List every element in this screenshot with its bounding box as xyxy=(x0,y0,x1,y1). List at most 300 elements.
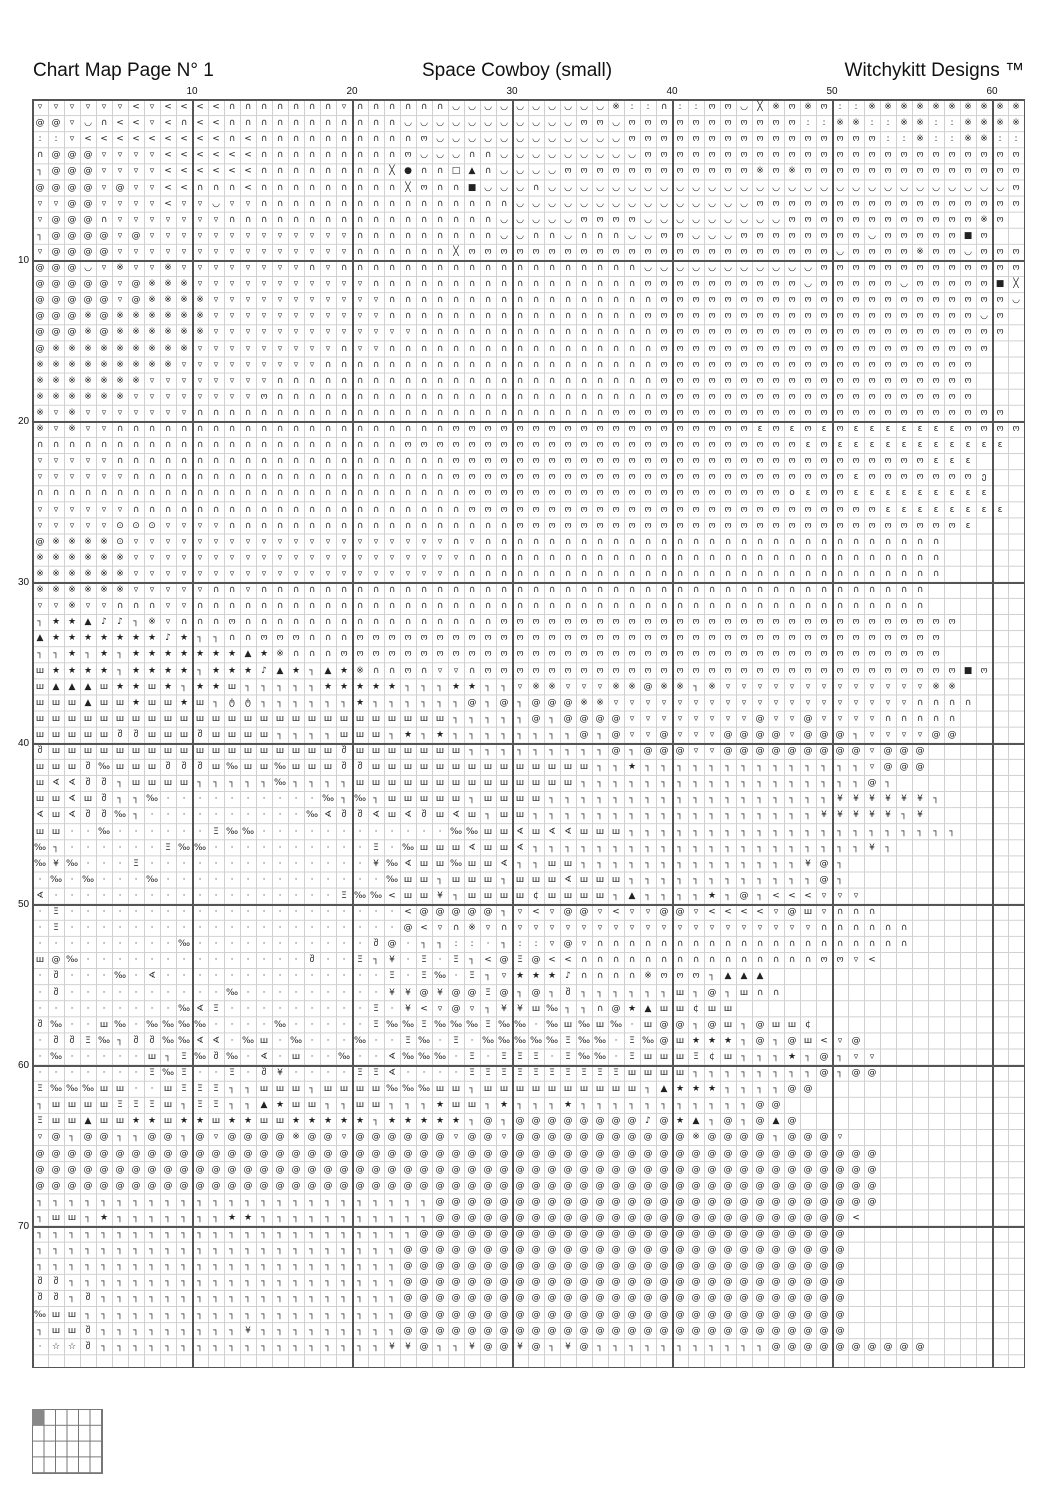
stitch-symbol: @ xyxy=(83,166,93,177)
stitch-symbol: ◡ xyxy=(84,118,92,129)
stitch-symbol: ┐ xyxy=(693,874,699,885)
stitch-symbol: ★ xyxy=(515,971,525,982)
stitch-symbol: შ xyxy=(133,1035,139,1046)
stitch-symbol: ▿ xyxy=(101,198,107,209)
stitch-symbol: ★ xyxy=(339,681,349,692)
stitch-symbol: ∩ xyxy=(388,617,396,628)
stitch-symbol: ო xyxy=(708,440,716,451)
stitch-symbol: ∩ xyxy=(660,552,668,563)
stitch-symbol: @ xyxy=(739,1325,749,1336)
row-number: 10 xyxy=(18,255,30,266)
stitch-symbol: ш xyxy=(99,681,109,692)
stitch-symbol: ш xyxy=(243,762,253,773)
stitch-symbol: ┐ xyxy=(117,1293,123,1304)
stitch-symbol: ◡ xyxy=(452,134,460,145)
stitch-symbol: ┐ xyxy=(789,794,795,805)
stitch-symbol: @ xyxy=(851,1035,861,1046)
stitch-symbol: ※ xyxy=(644,971,652,982)
stitch-symbol: ◡ xyxy=(804,263,812,273)
stitch-symbol: · xyxy=(102,874,106,885)
stitch-symbol: ∩ xyxy=(932,697,940,708)
stitch-symbol: ★ xyxy=(131,681,141,692)
stitch-symbol: ▲ xyxy=(84,1116,92,1127)
stitch-symbol: ∩ xyxy=(612,939,620,950)
stitch-symbol: ┐ xyxy=(581,842,587,853)
stitch-symbol: ∩ xyxy=(452,536,460,547)
stitch-symbol: ▿ xyxy=(741,681,747,692)
stitch-symbol: ▿ xyxy=(453,665,459,676)
stitch-symbol: ┐ xyxy=(245,1309,251,1320)
stitch-symbol: @ xyxy=(867,1068,877,1078)
stitch-symbol: ო xyxy=(708,520,716,531)
stitch-symbol: ▿ xyxy=(53,407,59,418)
stitch-symbol: · xyxy=(166,971,170,982)
stitch-symbol: ო xyxy=(596,118,604,129)
stitch-symbol: ∩ xyxy=(452,279,460,290)
stitch-symbol: ო xyxy=(580,424,588,434)
stitch-symbol: ┐ xyxy=(677,794,683,805)
stitch-symbol: ¥ xyxy=(405,1003,411,1014)
stitch-symbol: ▿ xyxy=(853,681,859,692)
stitch-symbol: @ xyxy=(451,1277,461,1288)
stitch-symbol: ო xyxy=(340,649,348,660)
stitch-symbol: ┐ xyxy=(837,858,843,869)
stitch-symbol: @ xyxy=(803,1084,813,1095)
stitch-symbol: · xyxy=(342,1068,346,1078)
stitch-symbol: < xyxy=(100,134,108,145)
stitch-symbol: ო xyxy=(676,971,684,982)
stitch-symbol: @ xyxy=(611,1277,621,1288)
stitch-symbol: ∩ xyxy=(276,375,284,386)
stitch-symbol: ┐ xyxy=(645,1084,651,1095)
stitch-symbol: ∩ xyxy=(452,198,460,209)
stitch-symbol: ┐ xyxy=(277,1325,283,1336)
stitch-symbol: ◡ xyxy=(548,118,556,129)
stitch-symbol: ┐ xyxy=(533,810,539,821)
stitch-symbol: @ xyxy=(563,697,573,708)
stitch-symbol: ※ xyxy=(100,552,108,563)
stitch-symbol: ∩ xyxy=(260,182,268,193)
stitch-symbol: ∩ xyxy=(260,585,268,595)
stitch-symbol: ┐ xyxy=(629,746,635,756)
stitch-symbol: ▿ xyxy=(805,697,811,708)
stitch-symbol: ო xyxy=(660,150,668,161)
stitch-symbol: ш xyxy=(83,1100,93,1111)
stitch-symbol: · xyxy=(70,907,74,917)
stitch-symbol: ◡ xyxy=(836,182,844,193)
stitch-symbol: ш xyxy=(147,697,157,708)
stitch-symbol: ш xyxy=(227,746,237,756)
stitch-symbol: · xyxy=(118,826,122,837)
stitch-symbol: @ xyxy=(83,1164,93,1175)
stitch-symbol: ▿ xyxy=(133,391,139,402)
stitch-symbol: ‰ xyxy=(193,1051,207,1062)
stitch-symbol: · xyxy=(70,874,74,885)
stitch-symbol: ▿ xyxy=(309,295,315,306)
stitch-symbol: ▿ xyxy=(277,359,283,370)
stitch-symbol: @ xyxy=(531,1229,541,1239)
stitch-symbol: ∩ xyxy=(196,617,204,628)
stitch-symbol: ┐ xyxy=(805,810,811,821)
stitch-symbol: ┐ xyxy=(773,1068,779,1078)
stitch-symbol: ш xyxy=(163,1100,173,1111)
stitch-symbol: ▿ xyxy=(181,536,187,547)
stitch-symbol: @ xyxy=(787,1212,797,1223)
stitch-symbol: ⊙ xyxy=(116,536,124,547)
stitch-symbol: ∩ xyxy=(436,456,444,467)
stitch-symbol: · xyxy=(230,842,234,853)
stitch-symbol: ▿ xyxy=(581,923,587,934)
stitch-symbol: @ xyxy=(35,327,45,338)
stitch-symbol: @ xyxy=(515,1148,525,1159)
stitch-symbol: ▿ xyxy=(341,552,347,563)
stitch-symbol: ო xyxy=(548,649,556,660)
stitch-symbol: ∩ xyxy=(388,456,396,467)
stitch-symbol: ∩ xyxy=(468,279,476,290)
stitch-symbol: · xyxy=(278,890,282,901)
stitch-symbol: ∩ xyxy=(708,601,716,612)
stitch-symbol: ┐ xyxy=(773,842,779,853)
stitch-symbol: ∩ xyxy=(324,504,332,515)
stitch-symbol: @ xyxy=(403,1180,413,1191)
stitch-symbol: · xyxy=(102,955,106,966)
stitch-symbol: ш xyxy=(451,778,461,789)
stitch-symbol: ∩ xyxy=(260,488,268,499)
stitch-symbol: ო xyxy=(868,246,876,257)
stitch-symbol: ┐ xyxy=(661,1100,667,1111)
stitch-symbol: ш xyxy=(275,1116,285,1127)
stitch-symbol: ∩ xyxy=(548,327,556,338)
stitch-symbol: ∩ xyxy=(276,520,284,531)
stitch-symbol: ┐ xyxy=(661,826,667,837)
stitch-symbol: ∩ xyxy=(692,585,700,595)
stitch-symbol: ш xyxy=(483,874,493,885)
stitch-symbol: @ xyxy=(755,1100,765,1111)
stitch-symbol: ┐ xyxy=(197,1341,203,1352)
stitch-symbol: ‰ xyxy=(353,1035,367,1046)
stitch-symbol: ¥ xyxy=(869,794,875,805)
stitch-symbol: ∩ xyxy=(356,488,364,499)
stitch-symbol: ┐ xyxy=(277,1341,283,1352)
stitch-symbol: ∩ xyxy=(132,424,140,434)
stitch-symbol: @ xyxy=(819,1051,829,1062)
stitch-symbol: · xyxy=(38,1341,42,1352)
stitch-symbol: ო xyxy=(916,295,924,306)
stitch-symbol: ¥ xyxy=(389,1341,395,1352)
stitch-symbol: · xyxy=(54,1068,58,1078)
stitch-symbol: ∩ xyxy=(900,552,908,563)
stitch-symbol: ¥ xyxy=(885,810,891,821)
stitch-symbol: ო xyxy=(724,488,732,499)
stitch-symbol: @ xyxy=(739,1212,749,1223)
stitch-symbol: ★ xyxy=(371,681,381,692)
stitch-symbol: ◡ xyxy=(596,182,604,193)
stitch-symbol: ∩ xyxy=(308,407,316,418)
stitch-symbol: ε xyxy=(949,456,955,467)
stitch-symbol: Ξ xyxy=(373,1019,379,1030)
stitch-symbol: ▿ xyxy=(437,923,443,934)
stitch-symbol: ┐ xyxy=(629,842,635,853)
stitch-symbol: · xyxy=(70,987,74,998)
stitch-symbol: ★ xyxy=(147,633,157,644)
stitch-symbol: ┐ xyxy=(261,778,267,789)
stitch-symbol: ∩ xyxy=(356,198,364,209)
stitch-symbol: @ xyxy=(835,729,845,740)
stitch-symbol: ▿ xyxy=(309,279,315,290)
stitch-symbol: ◡ xyxy=(548,182,556,193)
stitch-symbol: ※ xyxy=(612,681,620,692)
stitch-symbol: ∩ xyxy=(356,118,364,129)
stitch-symbol: @ xyxy=(867,1341,877,1352)
stitch-symbol: ★ xyxy=(323,1116,333,1127)
stitch-symbol: ┐ xyxy=(165,1293,171,1304)
stitch-symbol: @ xyxy=(99,1132,109,1143)
stitch-symbol: ┐ xyxy=(357,1341,363,1352)
stitch-symbol: ო xyxy=(740,617,748,628)
stitch-symbol: ┐ xyxy=(789,826,795,837)
stitch-symbol: @ xyxy=(451,1003,461,1014)
stitch-symbol: @ xyxy=(707,1019,717,1030)
stitch-symbol: ‰ xyxy=(577,1019,591,1030)
stitch-symbol: ε xyxy=(917,504,923,515)
stitch-symbol: ▿ xyxy=(325,568,331,579)
stitch-symbol: ┐ xyxy=(741,1068,747,1078)
stitch-symbol: ∩ xyxy=(580,552,588,563)
stitch-symbol: ※ xyxy=(132,343,140,354)
stitch-symbol: @ xyxy=(803,1164,813,1175)
stitch-symbol: < xyxy=(164,118,172,129)
stitch-symbol: ∩ xyxy=(388,263,396,273)
stitch-symbol: < xyxy=(196,150,204,161)
stitch-symbol: @ xyxy=(67,279,77,290)
stitch-symbol: ┐ xyxy=(805,826,811,837)
stitch-symbol: ε xyxy=(789,424,795,434)
stitch-symbol: ┐ xyxy=(469,729,475,740)
stitch-symbol: ∩ xyxy=(388,214,396,225)
stitch-symbol: ★ xyxy=(675,1116,685,1127)
stitch-symbol: < xyxy=(820,1035,828,1046)
stitch-symbol: ო xyxy=(644,504,652,515)
stitch-symbol: ε xyxy=(933,504,939,515)
stitch-symbol: ┐ xyxy=(837,874,843,885)
stitch-symbol: ◡ xyxy=(772,182,780,193)
stitch-symbol: ო xyxy=(580,520,588,531)
stitch-symbol: · xyxy=(486,1051,490,1062)
stitch-symbol: · xyxy=(102,939,106,950)
stitch-symbol: · xyxy=(86,955,90,966)
stitch-symbol: @ xyxy=(771,1180,781,1191)
stitch-symbol: ∩ xyxy=(516,568,524,579)
stitch-symbol: ო xyxy=(836,504,844,515)
stitch-symbol: Ξ xyxy=(373,842,379,853)
stitch-symbol: შ xyxy=(53,1277,59,1288)
stitch-symbol: @ xyxy=(739,729,749,740)
stitch-symbol: ო xyxy=(932,617,940,628)
stitch-symbol: · xyxy=(230,794,234,805)
stitch-symbol: ┐ xyxy=(117,665,123,676)
stitch-symbol: ★ xyxy=(51,665,61,676)
stitch-symbol: < xyxy=(612,907,620,917)
stitch-symbol: ო xyxy=(804,246,812,257)
stitch-symbol: @ xyxy=(419,1132,429,1143)
stitch-symbol: ო xyxy=(788,134,796,145)
stitch-symbol: · xyxy=(150,842,154,853)
stitch-symbol: ┐ xyxy=(581,778,587,789)
stitch-symbol: ო xyxy=(932,246,940,257)
stitch-symbol: ∩ xyxy=(132,488,140,499)
stitch-symbol: ∩ xyxy=(324,601,332,612)
stitch-symbol: · xyxy=(310,794,314,805)
stitch-symbol: ▿ xyxy=(293,327,299,338)
stitch-symbol: ∩ xyxy=(356,375,364,386)
stitch-symbol: ┐ xyxy=(389,1100,395,1111)
stitch-symbol: ო xyxy=(932,230,940,241)
stitch-symbol: ◡ xyxy=(772,263,780,273)
stitch-symbol: ∩ xyxy=(900,923,908,934)
stitch-symbol: ო xyxy=(868,407,876,418)
stitch-symbol: ※ xyxy=(1012,102,1020,112)
stitch-symbol: ◡ xyxy=(628,198,636,209)
stitch-symbol: ★ xyxy=(499,1100,509,1111)
stitch-symbol: ▿ xyxy=(261,246,267,257)
stitch-symbol: · xyxy=(246,794,250,805)
stitch-symbol: ┐ xyxy=(309,1325,315,1336)
stitch-symbol: ო xyxy=(756,617,764,628)
stitch-symbol: ┐ xyxy=(165,1229,171,1239)
stitch-symbol: Ξ xyxy=(149,1100,155,1111)
stitch-symbol: ш xyxy=(579,874,589,885)
stitch-symbol: < xyxy=(212,134,220,145)
stitch-symbol: < xyxy=(212,102,220,112)
stitch-symbol: ▿ xyxy=(181,601,187,612)
stitch-symbol: Ξ xyxy=(613,1068,619,1078)
stitch-symbol: @ xyxy=(419,1341,429,1352)
stitch-symbol: ※ xyxy=(916,246,924,257)
stitch-symbol: ┐ xyxy=(85,1245,91,1256)
stitch-symbol: ∩ xyxy=(388,424,396,434)
stitch-symbol: ┐ xyxy=(165,1341,171,1352)
stitch-symbol: Ξ xyxy=(197,1100,203,1111)
stitch-symbol: ო xyxy=(548,488,556,499)
stitch-symbol: @ xyxy=(451,1212,461,1223)
stitch-symbol: ო xyxy=(948,295,956,306)
stitch-symbol: ▿ xyxy=(357,552,363,563)
stitch-symbol: ▿ xyxy=(293,263,299,273)
stitch-symbol: ∩ xyxy=(356,102,364,112)
stitch-symbol: Ξ xyxy=(213,1084,219,1095)
stitch-symbol: ◡ xyxy=(756,263,764,273)
stitch-symbol: ო xyxy=(1012,150,1020,161)
stitch-symbol: @ xyxy=(563,939,573,950)
stitch-symbol: ┐ xyxy=(533,746,539,756)
stitch-symbol: ┐ xyxy=(693,1341,699,1352)
stitch-symbol: @ xyxy=(707,1245,717,1256)
stitch-symbol: < xyxy=(164,134,172,145)
stitch-symbol: @ xyxy=(51,214,61,225)
stitch-symbol: @ xyxy=(723,1212,733,1223)
stitch-symbol: @ xyxy=(739,1277,749,1288)
stitch-symbol: ‰ xyxy=(97,762,111,773)
stitch-symbol: @ xyxy=(851,746,861,756)
stitch-symbol: ო xyxy=(948,407,956,418)
stitch-symbol: ო xyxy=(676,134,684,145)
stitch-symbol: @ xyxy=(787,1196,797,1207)
stitch-symbol: ш xyxy=(451,842,461,853)
stitch-symbol: ო xyxy=(900,472,908,483)
stitch-symbol: Ξ xyxy=(453,955,459,966)
stitch-symbol: ш xyxy=(307,762,317,773)
stitch-symbol: ‰ xyxy=(113,810,127,821)
stitch-symbol: ∩ xyxy=(564,263,572,273)
stitch-symbol: ■ xyxy=(963,230,973,241)
stitch-symbol: ┐ xyxy=(277,1212,283,1223)
stitch-symbol: ∩ xyxy=(468,263,476,273)
stitch-symbol: ш xyxy=(51,1309,61,1320)
stitch-symbol: ▿ xyxy=(501,971,507,982)
stitch-symbol: ∢ xyxy=(564,826,572,837)
stitch-symbol: ∩ xyxy=(436,520,444,531)
stitch-symbol: ‰ xyxy=(529,1035,543,1046)
stitch-symbol: ┐ xyxy=(581,810,587,821)
stitch-symbol: ▿ xyxy=(581,939,587,950)
stitch-symbol: ▿ xyxy=(181,263,187,273)
stitch-symbol: · xyxy=(326,923,330,934)
stitch-symbol: @ xyxy=(563,1180,573,1191)
stitch-symbol: ∩ xyxy=(468,150,476,161)
stitch-symbol: ш xyxy=(323,713,333,724)
stitch-symbol: ო xyxy=(644,633,652,644)
stitch-symbol: @ xyxy=(243,1148,253,1159)
stitch-symbol: · xyxy=(118,1068,122,1078)
stitch-symbol: ┐ xyxy=(165,1325,171,1336)
stitch-symbol: ო xyxy=(756,311,764,322)
stitch-symbol: @ xyxy=(99,1180,109,1191)
stitch-symbol: ▿ xyxy=(149,150,155,161)
stitch-symbol: ш xyxy=(467,762,477,773)
stitch-symbol: ო xyxy=(756,504,764,515)
stitch-symbol: ◡ xyxy=(564,214,572,225)
stitch-symbol: ※ xyxy=(148,343,156,354)
stitch-symbol: · xyxy=(278,874,282,885)
column-number: 10 xyxy=(186,86,198,97)
stitch-symbol: ┐ xyxy=(69,1132,75,1143)
stitch-symbol: ┐ xyxy=(213,1341,219,1352)
stitch-symbol: @ xyxy=(467,1293,477,1304)
stitch-symbol: ‰ xyxy=(417,1035,431,1046)
stitch-symbol: Ξ xyxy=(181,1051,187,1062)
stitch-symbol: @ xyxy=(115,182,125,193)
stitch-symbol: ∩ xyxy=(628,955,636,966)
stitch-symbol: ш xyxy=(419,762,429,773)
stitch-symbol: ▿ xyxy=(213,536,219,547)
stitch-symbol: ∩ xyxy=(932,536,940,547)
stitch-symbol: ▿ xyxy=(501,1132,507,1143)
stitch-symbol: Ξ xyxy=(197,1084,203,1095)
stitch-symbol: ш xyxy=(371,713,381,724)
stitch-symbol: ∩ xyxy=(228,488,236,499)
stitch-symbol: ∩ xyxy=(388,440,396,451)
stitch-symbol: ▿ xyxy=(309,246,315,257)
stitch-symbol: ┐ xyxy=(245,1293,251,1304)
stitch-symbol: ‰ xyxy=(241,1035,255,1046)
stitch-symbol: ∩ xyxy=(164,424,172,434)
stitch-symbol: ▿ xyxy=(165,375,171,386)
stitch-symbol: ┐ xyxy=(741,1035,747,1046)
stitch-symbol: ┐ xyxy=(613,1100,619,1111)
stitch-symbol: შ xyxy=(309,955,315,966)
stitch-symbol: ო xyxy=(804,649,812,660)
stitch-symbol: @ xyxy=(67,1164,77,1175)
